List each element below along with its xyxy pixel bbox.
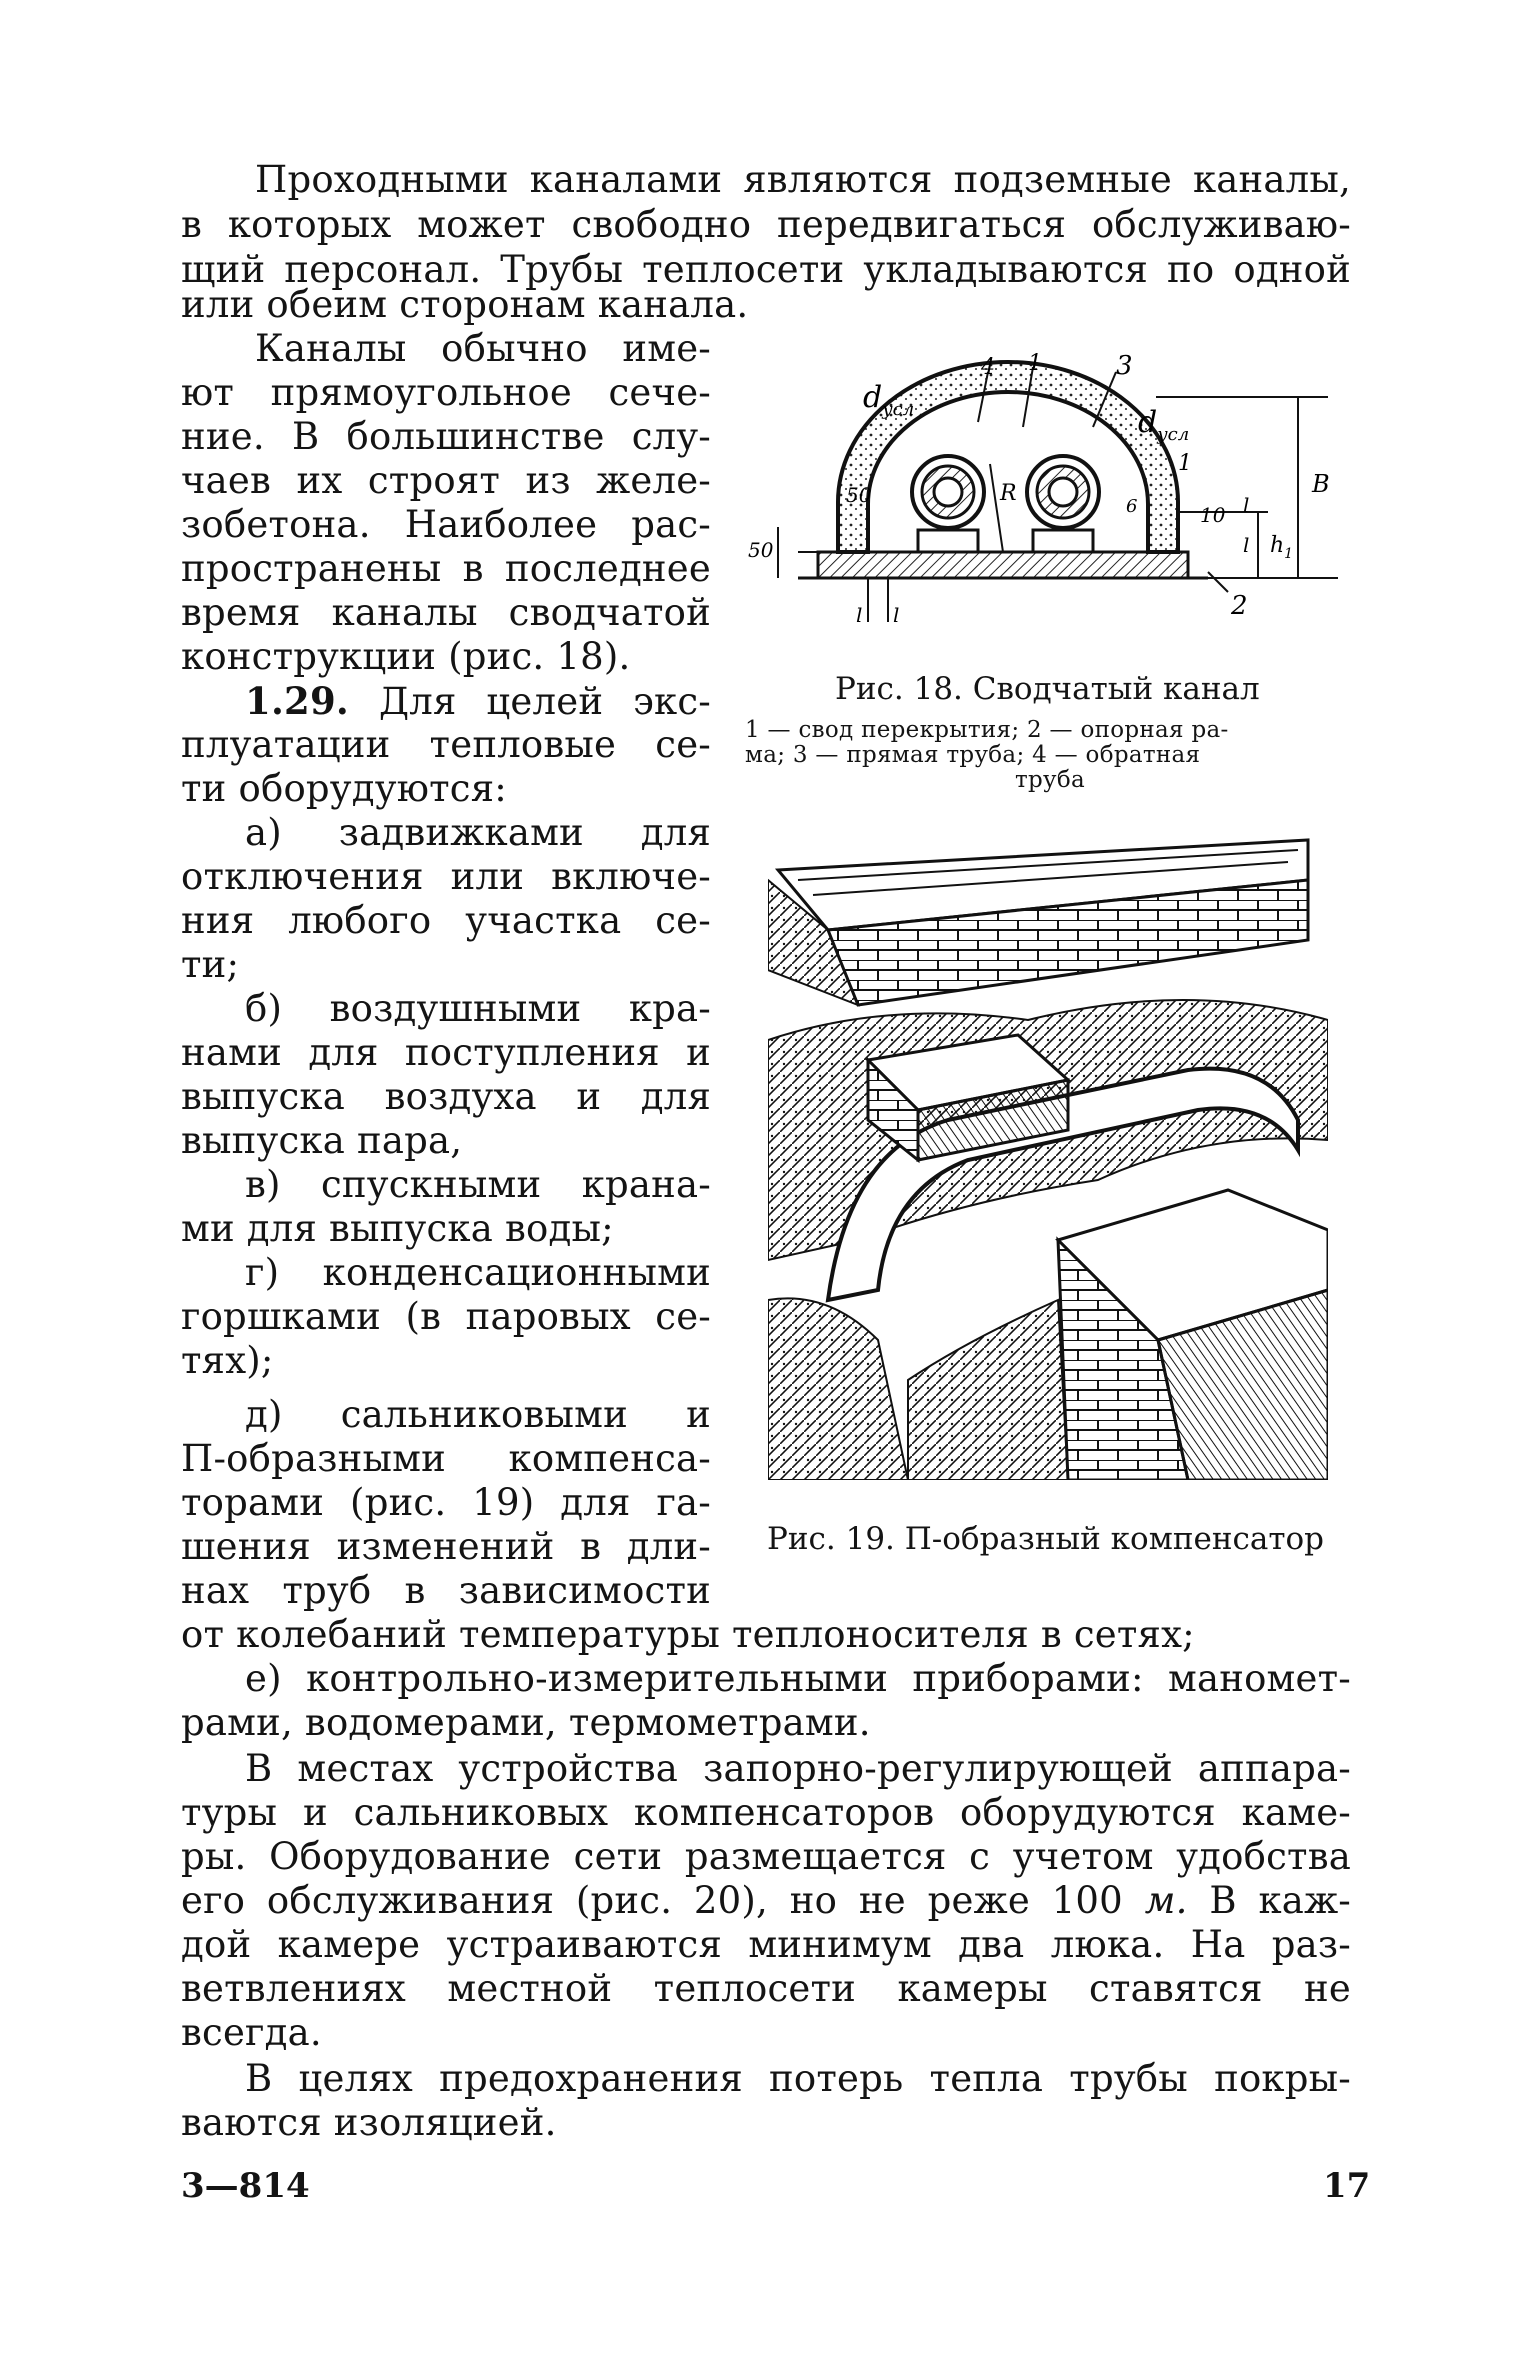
- intro-line-1: Проходными каналами являются подземные каналы,: [255, 158, 1351, 201]
- figure-18-vaulted-channel: [738, 352, 1348, 642]
- list-item-a-line-2: отключения или включе-: [181, 855, 711, 898]
- para-channels-line-2: ют прямоугольное сече-: [181, 371, 711, 414]
- label-l-side-2: l: [1243, 493, 1250, 517]
- return-pipe-4: [912, 456, 984, 552]
- section-number: 1.29.: [245, 679, 349, 723]
- list-item-g-line-3: тях);: [181, 1339, 274, 1382]
- intro-line-3: щий персонал. Трубы теплосети укладываются по одной: [181, 248, 1351, 291]
- list-item-b-line-4: выпуска пара,: [181, 1119, 463, 1162]
- label-l-side-1: l: [1243, 533, 1250, 557]
- print-signature: 3—814: [181, 2166, 310, 2206]
- list-item-e-line-2: рами, водомерами, термометрами.: [181, 1701, 871, 1744]
- label-50-side: 50: [748, 538, 774, 562]
- list-item-e-line-1: е) контрольно-измерительными приборами: маномет-: [245, 1657, 1351, 1700]
- para-channels-line-6: пространены в последнее: [181, 547, 711, 590]
- para-chambers-line-3: ры. Оборудование сети размещается с учетом удобства: [181, 1835, 1351, 1878]
- label-1-top: 1: [1028, 352, 1042, 376]
- list-item-b-line-1: б) воздушными кра-: [245, 987, 711, 1030]
- list-item-d-line-4: шения изменений в дли-: [181, 1525, 711, 1568]
- para-channels-line-1: Каналы обычно име-: [255, 327, 711, 370]
- list-item-a-line-1: а) задвижками для: [245, 811, 711, 854]
- para-chambers-line-2: туры и сальниковых компенсаторов оборудуются каме-: [181, 1791, 1351, 1834]
- para-channels-line-7: время каналы сводчатой: [181, 591, 711, 634]
- list-item-g-line-2: горшками (в паровых се-: [181, 1295, 711, 1338]
- para-chambers-line-6: ветвлениях местной теплосети камеры ставятся не: [181, 1967, 1351, 2010]
- list-item-a-line-3: ния любого участка се-: [181, 899, 711, 942]
- list-item-d-line-3: торами (рис. 19) для га-: [181, 1481, 711, 1524]
- label-6: 6: [1126, 496, 1138, 517]
- direct-pipe-3: [1027, 456, 1099, 552]
- list-item-v-line-2: ми для выпуска воды;: [181, 1207, 614, 1250]
- para-insulation-line-1: В целях предохранения потерь тепла трубы покры-: [245, 2057, 1351, 2100]
- para-channels-line-4: чаев их строят из желе-: [181, 459, 711, 502]
- list-item-d-line-6: от колебаний температуры теплоносителя в сетях;: [181, 1613, 1195, 1656]
- label-d-usl-left: $d_{усл}$: [863, 380, 915, 420]
- para-chambers-line-1: В местах устройства запорно-регулирующей аппара-: [245, 1747, 1351, 1790]
- label-l-right: l: [893, 603, 900, 627]
- list-item-d-line-2: П-образными компенса-: [181, 1437, 711, 1480]
- label-1: 1: [1178, 451, 1192, 476]
- para-chambers-line-4-text: его обслуживания (рис. 20), но не реже 100: [181, 1879, 1123, 1922]
- figure-18-caption: Рис. 18. Сводчатый канал: [835, 671, 1260, 707]
- para-chambers-line-7: всегда.: [181, 2011, 322, 2054]
- figure-19-u-shaped-compensator: [768, 820, 1328, 1480]
- label-l-left: l: [856, 603, 863, 627]
- intro-line-2: в которых может свободно передвигаться обслуживаю-: [181, 203, 1351, 246]
- list-item-g-line-1: г) конденсационными: [245, 1251, 711, 1294]
- label-h1: $h_1$: [1270, 533, 1294, 562]
- label-B: B: [1312, 470, 1330, 498]
- intro-line-4: или обеим сторонам канала.: [181, 283, 749, 326]
- label-3: 3: [1116, 352, 1133, 381]
- unit-meters: м.: [1144, 1879, 1188, 1922]
- label-4: 4: [981, 355, 995, 380]
- para-chambers-line-4: [181, 1879, 1351, 1923]
- section-1-29-line-2: плуатации тепловые се-: [181, 723, 711, 766]
- section-1-29-line-1: [245, 679, 711, 724]
- figure-18-legend-line-3: труба: [1015, 767, 1086, 793]
- section-1-29-line-3: ти оборудуются:: [181, 767, 507, 810]
- page-number: 17: [1323, 2166, 1371, 2206]
- list-item-b-line-2: нами для поступления и: [181, 1031, 711, 1074]
- para-insulation-line-2: ваются изоляцией.: [181, 2101, 557, 2144]
- vault-arch: [838, 362, 1178, 552]
- para-channels-line-5: зобетона. Наиболее рас-: [181, 503, 711, 546]
- label-50-top: 50: [846, 483, 872, 507]
- section-heading-text: Для целей экс-: [378, 680, 711, 723]
- para-chambers-line-4-tail: В каж-: [1209, 1879, 1352, 1922]
- list-item-d-line-5: нах труб в зависимости: [181, 1569, 711, 1612]
- label-10: 10: [1200, 503, 1226, 527]
- list-item-d-line-1: д) сальниковыми и: [245, 1393, 711, 1436]
- label-R: R: [1000, 481, 1017, 506]
- figure-18-legend-line-2: ма; 3 — прямая труба; 4 — обратная: [745, 742, 1201, 768]
- para-chambers-line-5: дой камере устраиваются минимум два люка. На раз-: [181, 1923, 1351, 1966]
- list-item-v-line-1: в) спускными крана-: [245, 1163, 711, 1206]
- para-channels-line-3: ние. В большинстве слу-: [181, 415, 711, 458]
- figure-18-legend-line-1: 1 — свод перекрытия; 2 — опорная ра-: [745, 717, 1229, 743]
- label-2: 2: [1231, 591, 1248, 621]
- list-item-a-line-4: ти;: [181, 943, 240, 986]
- base-slab: [818, 552, 1188, 578]
- list-item-b-line-3: выпуска воздуха и для: [181, 1075, 711, 1118]
- figure-19-caption: Рис. 19. П-образный компенсатор: [767, 1521, 1324, 1557]
- para-channels-line-8: конструкции (рис. 18).: [181, 635, 631, 678]
- label-d-usl-right: $d_{усл}$: [1138, 405, 1190, 445]
